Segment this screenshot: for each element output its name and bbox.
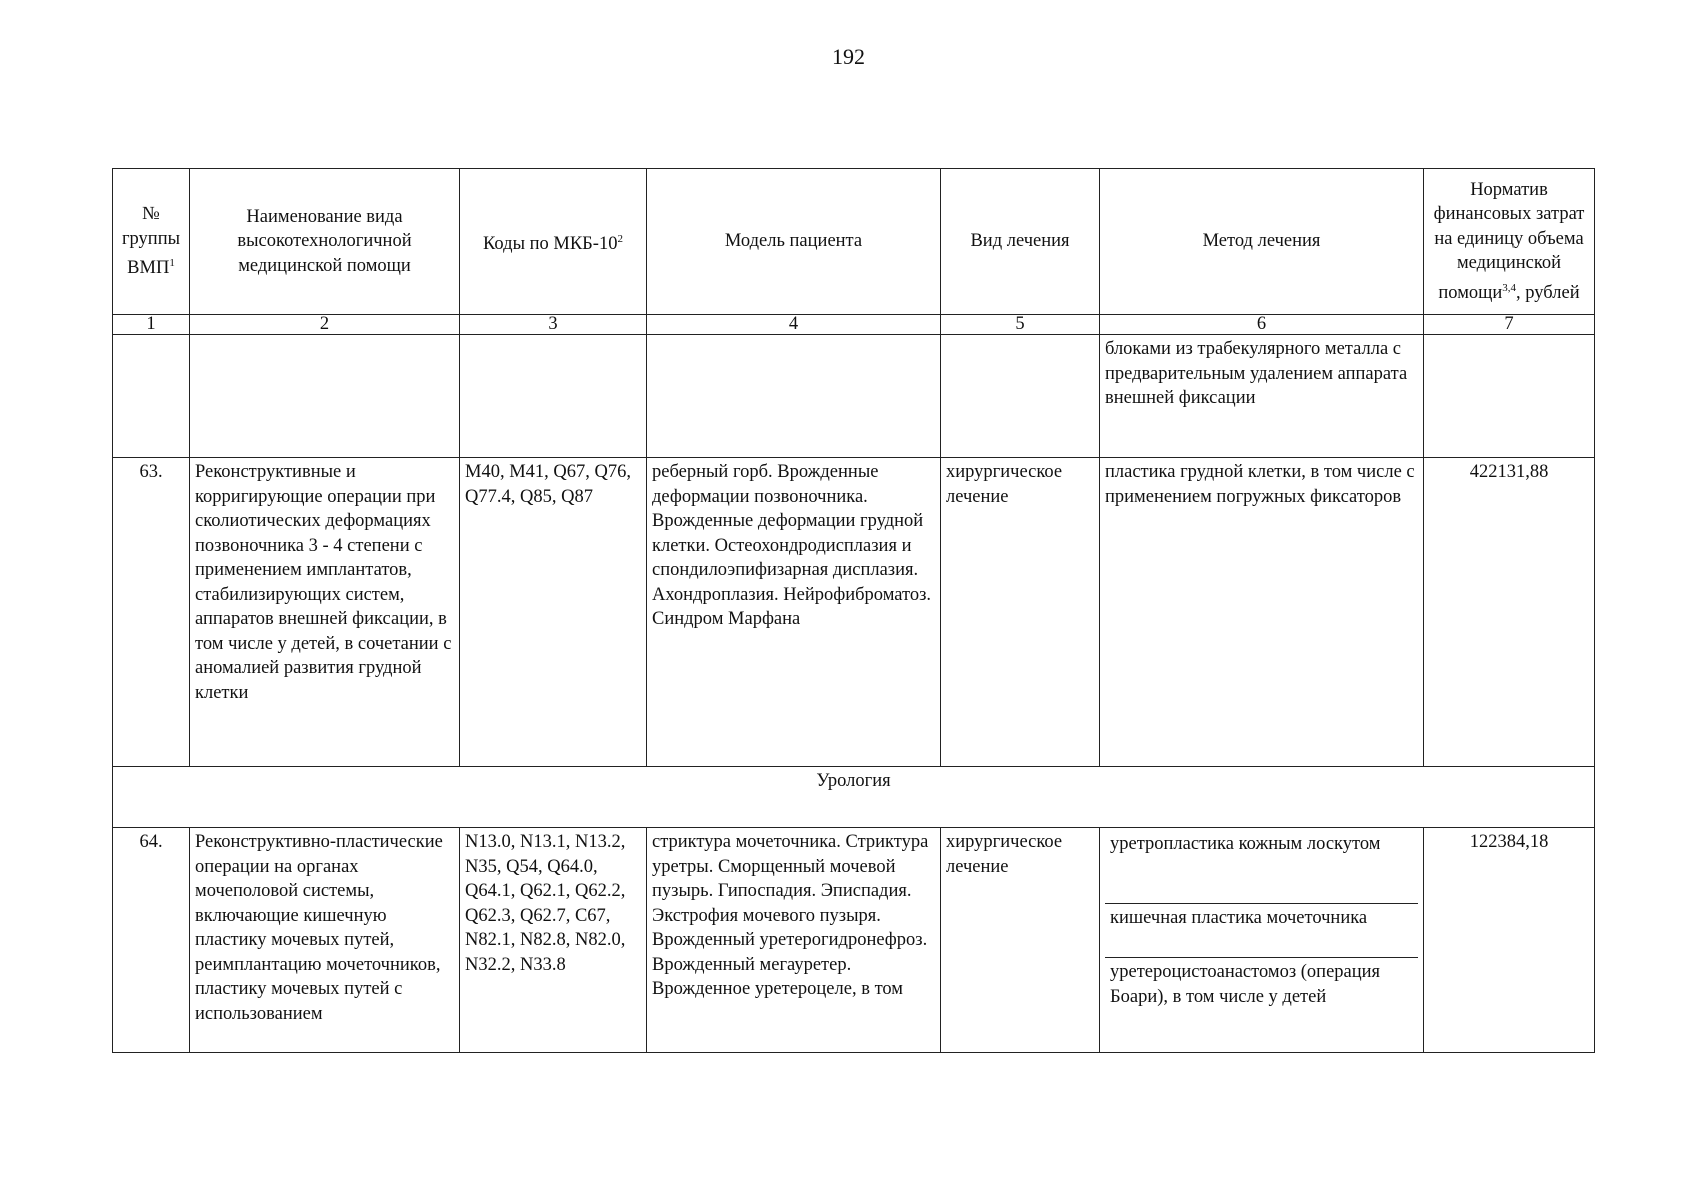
cell-patient-model: стриктура мочеточника. Стриктура уретры. Сморщенный мочевой пузырь. Гипоспадия. Эписпадия. Экстрофия мочевого пузыря. Врожденный уретерогидронефроз. Врожденный мегауретер. Врожденное уретероцеле, в том (647, 828, 941, 1053)
cell-icd-codes: N13.0, N13.1, N13.2, N35, Q54, Q64.0, Q64.1, Q62.1, Q62.2, Q62.3, Q62.7, C67, N82.1, N82.8, N82.0, N32.2, N33.8 (460, 828, 647, 1053)
section-row (113, 767, 1595, 828)
table-row (113, 828, 1595, 1053)
method-item: кишечная пластика мочеточника (1105, 904, 1418, 958)
cell-empty (113, 335, 190, 458)
cell-care-type: Реконструктивно-пластические операции на органах мочеполовой системы, включающие кишечную пластику мочевых путей, реимплантацию мочеточников, пластику мочевых путей с использованием (190, 828, 460, 1053)
header-patient-model: Модель пациента (647, 169, 941, 315)
cell-patient-model: реберный горб. Врожденные деформации позвоночника. Врожденные деформации грудной клетки. Остеохондродисплазия и спондилоэпифизарная дисплазия. Ахондроплазия. Нейрофиброматоз. Синдром Марфана (647, 458, 941, 767)
method-item: уретероцистоанастомоз (операция Боари), в том числе у детей (1110, 962, 1381, 1007)
cell-method: пластика грудной клетки, в том числе с применением погружных фиксаторов (1100, 458, 1424, 767)
cell-empty (190, 335, 460, 458)
column-number: 4 (647, 315, 941, 335)
header-treatment-method: Метод лечения (1100, 169, 1424, 315)
table-row (113, 458, 1595, 767)
header-care-type: Наименование вида высокотехнологичной медицинской помощи (190, 169, 460, 315)
page-number: 192 (832, 44, 865, 69)
cell-empty (647, 335, 941, 458)
header-treatment-type: Вид лечения (941, 169, 1100, 315)
vmp-table (112, 168, 1595, 1053)
column-number: 3 (460, 315, 647, 335)
cell-methods (1100, 828, 1424, 1053)
header-row (113, 169, 1595, 315)
cell-group-number: 64. (113, 828, 190, 1053)
column-number: 2 (190, 315, 460, 335)
method-item: уретропластика кожным лоскутом (1105, 830, 1418, 904)
header-group-number: № группы ВМП$^1$ (113, 169, 190, 315)
table-row (113, 335, 1595, 458)
cell-care-type: Реконструктивные и корригирующие операции при сколиотических деформациях позвоночника 3 - 4 степени с применением имплантатов, стабилизирующих систем, аппаратов внешней фиксации, в том числе у детей, в сочетании с аномалией развития грудной клетки (190, 458, 460, 767)
cell-empty (941, 335, 1100, 458)
cell-empty (1424, 335, 1595, 458)
header-cost-norm: Норматив финансовых затрат на единицу объема медицинской помощи$^{3,4}$, рублей (1424, 169, 1595, 315)
column-number: 1 (113, 315, 190, 335)
column-number: 5 (941, 315, 1100, 335)
cell-cost: 422131,88 (1424, 458, 1595, 767)
column-number: 7 (1424, 315, 1595, 335)
cell-method: блоками из трабекулярного металла с предварительным удалением аппарата внешней фиксации (1100, 335, 1424, 458)
cell-empty (460, 335, 647, 458)
cell-treatment-type: хирургическое лечение (941, 828, 1100, 1053)
column-number: 6 (1100, 315, 1424, 335)
section-title: Урология (113, 767, 1595, 828)
cell-cost: 122384,18 (1424, 828, 1595, 1053)
column-number-row (113, 315, 1595, 335)
header-icd-codes: Коды по МКБ-$10^2$ (460, 169, 647, 315)
cell-group-number: 63. (113, 458, 190, 767)
cell-icd-codes: M40, M41, Q67, Q76, Q77.4, Q85, Q87 (460, 458, 647, 767)
cell-treatment-type: хирургическое лечение (941, 458, 1100, 767)
